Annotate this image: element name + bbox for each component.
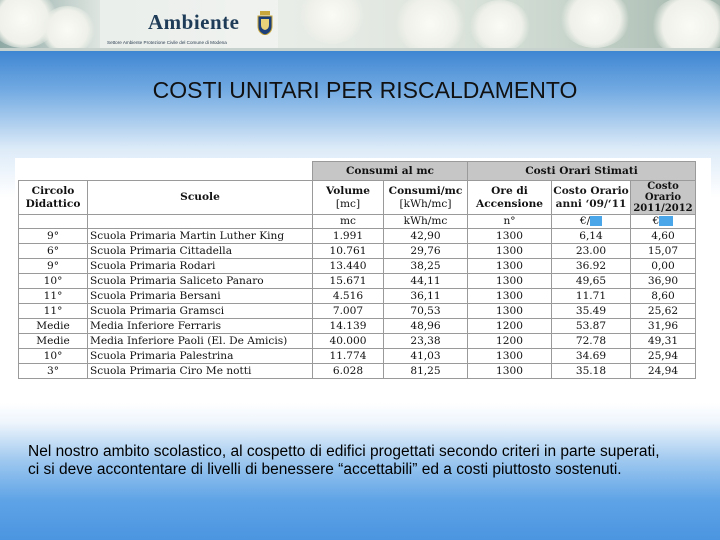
row-costo-09-11: 72.78 — [552, 334, 631, 349]
table-row — [19, 319, 696, 334]
table-row — [19, 334, 696, 349]
row-circolo: 10° — [19, 274, 88, 289]
col-header-volume-label: Volume — [326, 184, 370, 197]
row-ore: 1300 — [468, 364, 552, 379]
row-costo-09-11: 11.71 — [552, 289, 631, 304]
row-circolo: Medie — [19, 319, 88, 334]
group-header-consumi: Consumi al mc — [313, 162, 468, 181]
col-header-costo-11-12-line2: Orario — [644, 192, 682, 203]
table-panel — [15, 158, 711, 384]
row-volume: 14.139 — [313, 319, 384, 334]
table-row — [19, 349, 696, 364]
group-header-costi: Costi Orari Stimati — [468, 162, 696, 181]
row-ore: 1300 — [468, 259, 552, 274]
row-consumi: 70,53 — [384, 304, 468, 319]
row-consumi: 42,90 — [384, 229, 468, 244]
unit-cell-empty — [88, 215, 313, 229]
col-header-costo-09-11 — [552, 181, 631, 215]
unit-consumi: kWh/mc — [384, 215, 468, 229]
row-scuola: Scuola Primaria Rodari — [88, 259, 313, 274]
unit-costo-09-11 — [552, 215, 631, 229]
table-row — [19, 244, 696, 259]
row-scuola: Scuola Primaria Ciro Me notti — [88, 364, 313, 379]
row-volume: 15.671 — [313, 274, 384, 289]
row-volume: 6.028 — [313, 364, 384, 379]
row-scuola: Scuola Primaria Saliceto Panaro — [88, 274, 313, 289]
row-scuola: Media Inferiore Ferraris — [88, 319, 313, 334]
unit-ore: n° — [468, 215, 552, 229]
row-consumi: 23,38 — [384, 334, 468, 349]
header-title: Ambiente — [148, 10, 240, 34]
row-consumi: 48,96 — [384, 319, 468, 334]
row-costo-09-11: 35.18 — [552, 364, 631, 379]
row-consumi: 44,11 — [384, 274, 468, 289]
flower-decoration — [395, 0, 465, 48]
col-header-ore-line2: Accensione — [475, 197, 544, 210]
slide-note: Nel nostro ambito scolastico, al cospetto di edifici progettati secondo criteri in parte superati, ci si deve accontentare di livelli di benessere “accettabili” ed a costi piuttosto sostenuti. — [28, 443, 660, 478]
row-costo-11-12: 24,94 — [631, 364, 696, 379]
flower-decoration — [470, 0, 530, 48]
col-header-scuole: Scuole — [88, 181, 313, 215]
unit-costo-09-11-label: €/ — [579, 215, 591, 227]
table-row — [19, 259, 696, 274]
row-consumi: 29,76 — [384, 244, 468, 259]
row-costo-11-12: 36,90 — [631, 274, 696, 289]
row-costo-09-11: 6,14 — [552, 229, 631, 244]
unit-cell-empty — [19, 215, 88, 229]
row-scuola: Scuola Primaria Cittadella — [88, 244, 313, 259]
col-header-volume — [313, 181, 384, 215]
row-costo-09-11: 49,65 — [552, 274, 631, 289]
table-row — [19, 364, 696, 379]
row-circolo: 11° — [19, 289, 88, 304]
row-costo-09-11: 35.49 — [552, 304, 631, 319]
unit-costo-11-12-label: € — [652, 215, 660, 227]
col-header-consumi-unit: [kWh/mc] — [399, 197, 452, 210]
row-circolo: 3° — [19, 364, 88, 379]
row-costo-11-12: 4,60 — [631, 229, 696, 244]
col-header-costo-11-12-line1: Costo — [647, 181, 679, 192]
header-subtitle: Settore Ambiente Protezione Civile del Comune di Modena — [107, 40, 227, 45]
row-scuola: Media Inferiore Paoli (El. De Amicis) — [88, 334, 313, 349]
row-scuola: Scuola Primaria Bersani — [88, 289, 313, 304]
row-volume: 1.991 — [313, 229, 384, 244]
row-costo-09-11: 53.87 — [552, 319, 631, 334]
unit-volume: mc — [313, 215, 384, 229]
col-header-consumi-label: Consumi/mc — [388, 184, 463, 197]
row-volume: 13.440 — [313, 259, 384, 274]
table-row — [19, 229, 696, 244]
header-banner — [0, 0, 720, 48]
row-costo-09-11: 36.92 — [552, 259, 631, 274]
row-ore: 1300 — [468, 244, 552, 259]
slide-title: COSTI UNITARI PER RISCALDAMENTO — [152, 77, 578, 103]
col-header-ore — [468, 181, 552, 215]
row-circolo: 10° — [19, 349, 88, 364]
col-header-volume-unit: [mc] — [335, 197, 361, 210]
row-circolo: 6° — [19, 244, 88, 259]
row-scuola: Scuola Primaria Martin Luther King — [88, 229, 313, 244]
row-ore: 1300 — [468, 349, 552, 364]
col-header-costo-09-11-line2: anni ‘09/‘11 — [555, 197, 627, 210]
row-costo-11-12: 15,07 — [631, 244, 696, 259]
highlight-mark — [659, 216, 673, 226]
col-header-consumi — [384, 181, 468, 215]
row-consumi: 81,25 — [384, 364, 468, 379]
row-costo-11-12: 31,96 — [631, 319, 696, 334]
row-circolo: 11° — [19, 304, 88, 319]
row-ore: 1200 — [468, 319, 552, 334]
city-crest-icon — [257, 11, 273, 35]
row-consumi: 38,25 — [384, 259, 468, 274]
row-costo-11-12: 49,31 — [631, 334, 696, 349]
table-row — [19, 304, 696, 319]
heating-cost-table — [18, 161, 696, 379]
row-costo-11-12: 25,94 — [631, 349, 696, 364]
row-costo-11-12: 8,60 — [631, 289, 696, 304]
row-ore: 1300 — [468, 274, 552, 289]
row-volume: 4.516 — [313, 289, 384, 304]
col-header-ore-line1: Ore di — [491, 184, 528, 197]
col-header-circolo-line2: Didattico — [25, 197, 81, 210]
row-costo-09-11: 23.00 — [552, 244, 631, 259]
row-volume: 10.761 — [313, 244, 384, 259]
row-consumi: 36,11 — [384, 289, 468, 304]
row-ore: 1200 — [468, 334, 552, 349]
flower-decoration — [560, 0, 630, 48]
row-circolo: 9° — [19, 229, 88, 244]
row-costo-11-12: 25,62 — [631, 304, 696, 319]
table-row — [19, 274, 696, 289]
col-header-costo-11-12-line3: 2011/2012 — [633, 203, 693, 214]
flower-decoration — [300, 0, 364, 44]
row-circolo: Medie — [19, 334, 88, 349]
row-volume: 7.007 — [313, 304, 384, 319]
col-header-circolo-line1: Circolo — [31, 184, 75, 197]
col-header-costo-11-12 — [631, 181, 696, 215]
row-ore: 1300 — [468, 304, 552, 319]
unit-costo-11-12 — [631, 215, 696, 229]
row-volume: 40.000 — [313, 334, 384, 349]
col-header-circolo — [19, 181, 88, 215]
flower-decoration — [40, 6, 95, 48]
row-costo-11-12: 0,00 — [631, 259, 696, 274]
highlight-mark — [590, 216, 602, 226]
row-volume: 11.774 — [313, 349, 384, 364]
table-row — [19, 289, 696, 304]
row-scuola: Scuola Primaria Gramsci — [88, 304, 313, 319]
row-scuola: Scuola Primaria Palestrina — [88, 349, 313, 364]
flower-decoration — [650, 0, 720, 48]
row-consumi: 41,03 — [384, 349, 468, 364]
row-circolo: 9° — [19, 259, 88, 274]
row-ore: 1300 — [468, 229, 552, 244]
row-ore: 1300 — [468, 289, 552, 304]
col-header-costo-09-11-line1: Costo Orario — [553, 184, 629, 197]
row-costo-09-11: 34.69 — [552, 349, 631, 364]
